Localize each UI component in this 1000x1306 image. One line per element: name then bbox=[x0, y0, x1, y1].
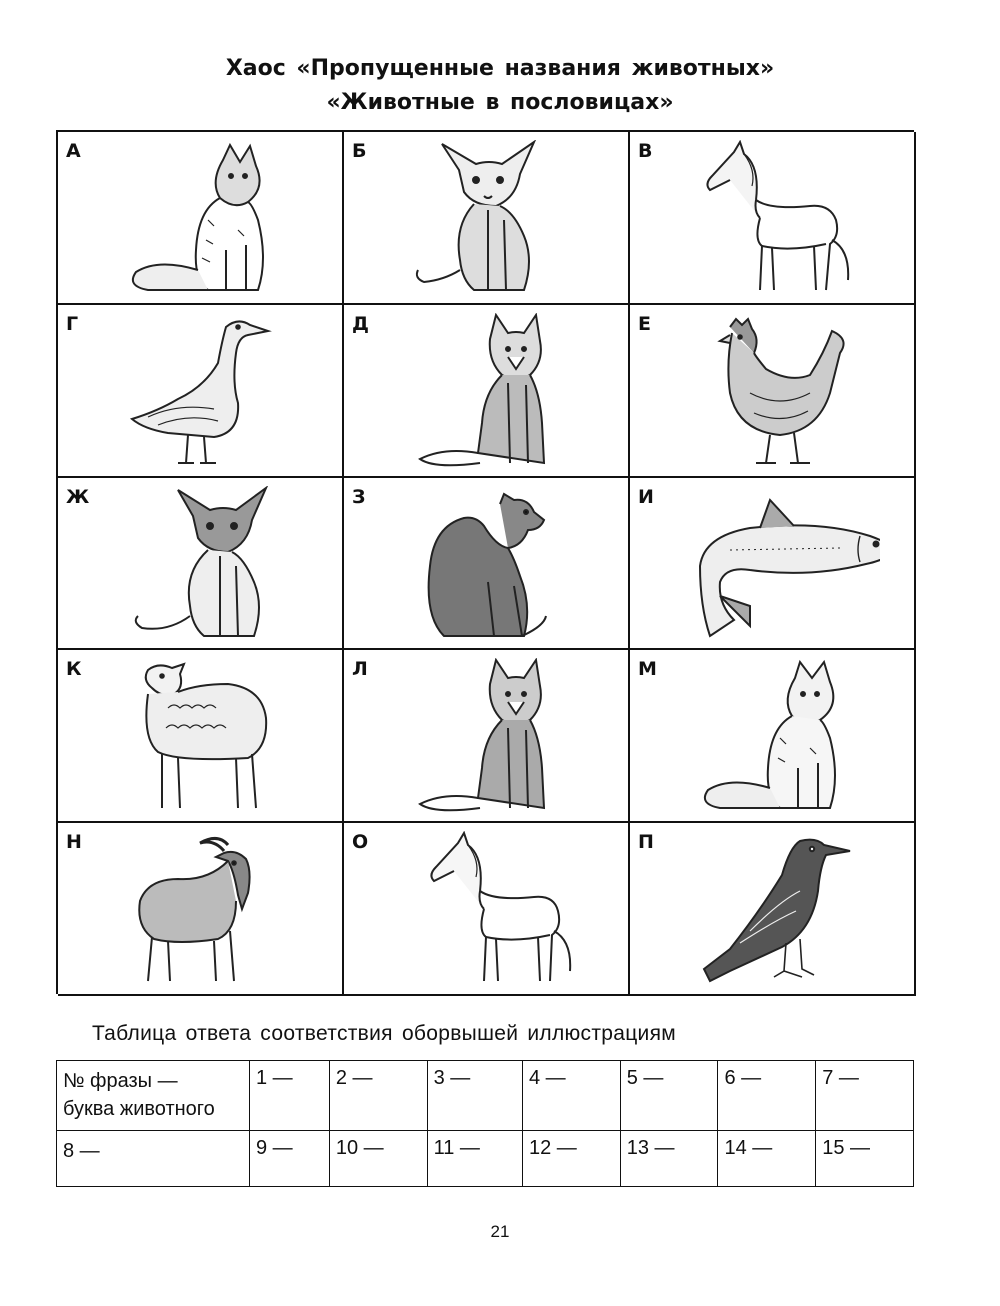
bear-icon bbox=[404, 486, 574, 644]
chihuahua-icon bbox=[404, 140, 574, 298]
cat-icon bbox=[118, 140, 288, 298]
page-title-line-1: Хаос «Пропущенные названия животных» bbox=[225, 56, 775, 81]
cell-letter: Д bbox=[352, 312, 369, 335]
animal-cell bbox=[344, 132, 630, 305]
animal-grid bbox=[56, 130, 914, 994]
fish-icon bbox=[670, 486, 880, 644]
cell-letter: Л bbox=[352, 658, 368, 681]
husky-icon bbox=[404, 658, 574, 816]
cell-letter: Н bbox=[66, 831, 82, 854]
cell-letter: И bbox=[638, 485, 654, 508]
animal-cell bbox=[630, 478, 916, 651]
goat-icon bbox=[118, 831, 288, 989]
answer-cell[interactable]: 3 — bbox=[427, 1061, 522, 1131]
animal-cell bbox=[630, 650, 916, 823]
answer-cell[interactable]: 11 — bbox=[427, 1131, 522, 1187]
cat-icon bbox=[690, 658, 860, 816]
animal-cell bbox=[344, 650, 630, 823]
answer-cell[interactable]: 9 — bbox=[250, 1131, 330, 1187]
husky-icon bbox=[404, 313, 574, 471]
sheep-icon bbox=[118, 658, 288, 816]
crow-icon bbox=[690, 831, 860, 989]
answer-table-caption: Таблица ответа соответствия оборвышей иллюстрациям bbox=[92, 1022, 676, 1045]
answer-cell[interactable]: 4 — bbox=[522, 1061, 620, 1131]
animal-cell bbox=[630, 132, 916, 305]
answer-cell[interactable]: 14 — bbox=[718, 1131, 816, 1187]
header-label-line-1: № фразы — bbox=[63, 1070, 178, 1092]
cell-letter: В bbox=[638, 140, 653, 162]
animal-cell bbox=[630, 305, 916, 478]
hen-icon bbox=[690, 313, 860, 471]
page-title-line-2: «Животные в пословицах» bbox=[326, 90, 674, 115]
cell-letter: М bbox=[638, 658, 657, 681]
animal-cell bbox=[344, 823, 630, 996]
animal-cell bbox=[58, 478, 344, 651]
page-number: 21 bbox=[490, 1222, 510, 1241]
animal-cell bbox=[344, 305, 630, 478]
answer-cell[interactable]: 5 — bbox=[620, 1061, 718, 1131]
cell-letter: Ж bbox=[66, 485, 90, 508]
cell-letter: О bbox=[352, 831, 369, 854]
animal-cell bbox=[630, 823, 916, 996]
cell-letter: З bbox=[352, 485, 366, 508]
answer-cell[interactable]: 10 — bbox=[329, 1131, 427, 1187]
animal-cell bbox=[344, 478, 630, 651]
answer-cell[interactable]: 8 — bbox=[57, 1131, 250, 1187]
table-row bbox=[57, 1131, 914, 1187]
cell-letter: П bbox=[638, 831, 654, 854]
answer-cell[interactable]: 13 — bbox=[620, 1131, 718, 1187]
header-cell bbox=[57, 1061, 250, 1131]
horse-icon bbox=[690, 140, 860, 298]
answer-cell[interactable]: 7 — bbox=[816, 1061, 914, 1131]
cell-letter: Б bbox=[352, 140, 367, 162]
table-row bbox=[57, 1061, 914, 1131]
answer-cell[interactable]: 12 — bbox=[522, 1131, 620, 1187]
answer-table bbox=[56, 1060, 914, 1187]
horse-icon bbox=[404, 831, 574, 989]
goose-icon bbox=[118, 313, 288, 471]
animal-cell bbox=[58, 650, 344, 823]
answer-cell[interactable]: 15 — bbox=[816, 1131, 914, 1187]
answer-cell[interactable]: 1 — bbox=[250, 1061, 330, 1131]
answer-cell[interactable]: 2 — bbox=[329, 1061, 427, 1131]
animal-cell bbox=[58, 823, 344, 996]
header-label-line-2: буква животного bbox=[63, 1098, 215, 1120]
animal-cell bbox=[58, 305, 344, 478]
cell-letter: Г bbox=[66, 312, 79, 335]
cell-letter: А bbox=[66, 140, 81, 162]
answer-cell[interactable]: 6 — bbox=[718, 1061, 816, 1131]
animal-cell bbox=[58, 132, 344, 305]
cell-letter: Е bbox=[638, 312, 651, 335]
chihuahua-icon bbox=[118, 486, 288, 644]
cell-letter: К bbox=[66, 658, 82, 681]
